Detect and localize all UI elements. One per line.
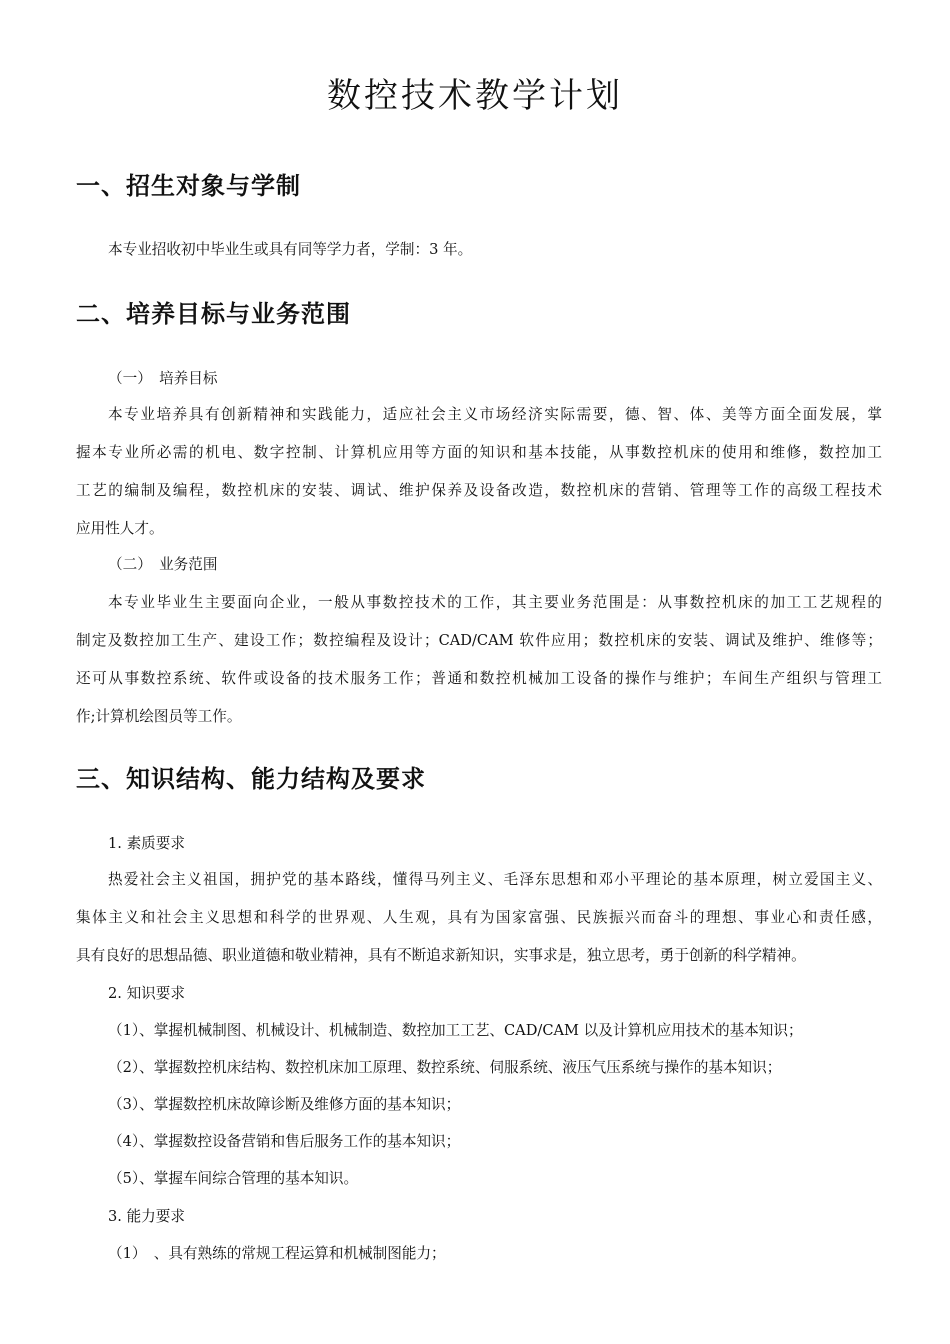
knowledge-item: （5）、掌握车间综合管理的基本知识。 — [108, 1170, 359, 1187]
knowledge-item: （2）、掌握数控机床结构、数控机床加工原理、数控系统、伺服系统、液压气压系统与操作的基本知识； — [108, 1059, 782, 1076]
scope-line: 作;计算机绘图员等工作。 — [76, 708, 242, 725]
subheading-training-goal: （一） 培养目标 — [108, 370, 218, 387]
scope-line: 本专业毕业生主要面向企业，一般从事数控技术的工作，其主要业务范围是：从事数控机床的加工工艺规程的 — [108, 594, 882, 611]
knowledge-item: （1）、掌握机械制图、机械设计、机械制造、数控加工工艺、CAD/CAM 以及计算机应用技术的基本知识； — [108, 1022, 803, 1039]
knowledge-item: （4）、掌握数控设备营销和售后服务工作的基本知识； — [108, 1133, 461, 1150]
scope-line: 还可从事数控系统、软件或设备的技术服务工作；普通和数控机械加工设备的操作与维护；车间生产组织与管理工 — [76, 670, 882, 687]
section-heading-requirements: 三、知识结构、能力结构及要求 — [76, 765, 426, 793]
scope-line: 制定及数控加工生产、建设工作；数控编程及设计；CAD/CAM 软件应用；数控机床的安装、调试及维护、维修等； — [76, 632, 882, 649]
quality-line: 具有良好的思想品德、职业道德和敬业精神，具有不断追求新知识，实事求是，独立思考，勇于创新的科学精神。 — [76, 947, 806, 964]
section-heading-enrollment: 一、招生对象与学制 — [76, 172, 301, 200]
subheading-quality: 1. 素质要求 — [108, 835, 185, 852]
quality-line: 集体主义和社会主义思想和科学的世界观、人生观，具有为国家富强、民族振兴而奋斗的理想、事业心和责任感， — [76, 909, 882, 926]
subheading-ability: 3. 能力要求 — [108, 1208, 185, 1225]
knowledge-item: （3）、掌握数控机床故障诊断及维修方面的基本知识； — [108, 1096, 461, 1113]
document-title: 数控技术教学计划 — [327, 76, 623, 116]
goal-line: 工艺的编制及编程，数控机床的安装、调试、维护保养及设备改造，数控机床的营销、管理等工作的高级工程技术 — [76, 482, 882, 499]
goal-line: 本专业培养具有创新精神和实践能力，适应社会主义市场经济实际需要，德、智、体、美等方面全面发展，掌 — [108, 406, 882, 423]
ability-item: （1） 、具有熟练的常规工程运算和机械制图能力； — [108, 1245, 446, 1262]
subheading-business-scope: （二） 业务范围 — [108, 556, 218, 573]
section-heading-objectives: 二、培养目标与业务范围 — [76, 300, 351, 328]
goal-line: 握本专业所必需的机电、数字控制、计算机应用等方面的知识和基本技能，从事数控机床的使用和维修，数控加工 — [76, 444, 882, 461]
goal-line: 应用性人才。 — [76, 520, 164, 537]
quality-line: 热爱社会主义祖国，拥护党的基本路线，懂得马列主义、毛泽东思想和邓小平理论的基本原理，树立爱国主义、 — [108, 871, 882, 888]
enrollment-paragraph: 本专业招收初中毕业生或具有同等学力者，学制：3 年。 — [108, 241, 473, 258]
subheading-knowledge: 2. 知识要求 — [108, 985, 185, 1002]
